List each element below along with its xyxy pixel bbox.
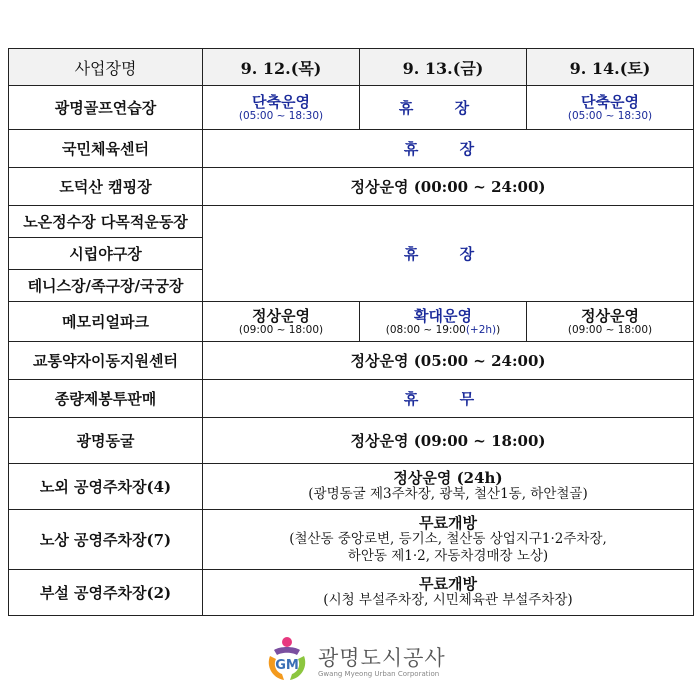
venue-transport: 교통약자이동지원센터: [9, 342, 203, 380]
row-memorial: [9, 302, 694, 342]
header-day2: 9. 13.(금): [360, 49, 527, 86]
street-note-line1: (철산동 중앙로변, 등기소, 철산동 상업지구1·2주차장,: [289, 530, 607, 547]
venue-memorial: 메모리얼파크: [9, 302, 203, 342]
outdoor-cell: [203, 464, 694, 510]
camp-status: 정상운영 (00:00 ~ 24:00): [203, 168, 694, 206]
logo-mark-text: GM: [275, 658, 299, 673]
memorial-day1-status: 정상운영: [252, 306, 310, 325]
venue-golf: 광명골프연습장: [9, 86, 203, 130]
venue-attached-parking: 부설 공영주차장(2): [9, 570, 203, 616]
golf-day3-status: 단축운영: [581, 92, 639, 111]
venue-cave: 광명동굴: [9, 418, 203, 464]
multi-status: 휴 장: [203, 206, 694, 302]
header-day3: 9. 14.(토): [527, 49, 694, 86]
cave-status: 정상운영 (09:00 ~ 18:00): [203, 418, 694, 464]
street-note-line2: 하안동 제1·2, 자동차경매장 노상): [347, 547, 549, 564]
venue-tennis: 테니스장/족구장/국궁장: [9, 270, 203, 302]
row-street-parking: [9, 510, 694, 570]
memorial-day1-time: (09:00 ~ 18:00): [238, 323, 324, 336]
waste-status: 휴 무: [203, 380, 694, 418]
attached-cell: [203, 570, 694, 616]
memorial-day3-time: (09:00 ~ 18:00): [567, 323, 653, 336]
memorial-day2-extra: (+2h): [465, 323, 497, 336]
memorial-day2-time-start: (08:00 ~ 19:00: [385, 323, 466, 336]
venue-waste-bags: 종량제봉투판매: [9, 380, 203, 418]
corporation-logo: [262, 634, 452, 690]
venue-camp: 도덕산 캠핑장: [9, 168, 203, 206]
row-transport: [9, 342, 694, 380]
gm-logo-icon: [262, 634, 312, 684]
attached-status: 무료개방: [419, 575, 477, 593]
venue-outdoor-parking: 노외 공영주차장(4): [9, 464, 203, 510]
memorial-day2-time-end: ): [496, 323, 501, 336]
row-attached-parking: [9, 570, 694, 616]
logo-subtitle: Gwang Myeong Urban Corporation: [318, 670, 440, 678]
gym-status: 휴 장: [203, 130, 694, 168]
memorial-day2: [360, 302, 527, 342]
row-outdoor-parking: [9, 464, 694, 510]
outdoor-note: (광명동굴 제3주차장, 광북, 철산1동, 하안철골): [308, 486, 588, 502]
venue-water-plant-field: 노온정수장 다목적운동장: [9, 206, 203, 238]
memorial-day3-status: 정상운영: [581, 306, 639, 325]
venue-street-parking: 노상 공영주차장(7): [9, 510, 203, 570]
golf-day2-status: 휴 장: [360, 86, 527, 130]
logo-name: 광명도시공사: [318, 646, 446, 670]
memorial-day2-time: [360, 324, 526, 336]
venue-baseball: 시립야구장: [9, 238, 203, 270]
header-day1: 9. 12.(목): [203, 49, 360, 86]
header-venue: 사업장명: [9, 49, 203, 86]
street-cell: [203, 510, 694, 570]
row-camp: [9, 168, 694, 206]
row-golf: [9, 86, 694, 130]
golf-day3: [527, 86, 694, 130]
schedule-table: [8, 48, 694, 616]
golf-day1-time: (05:00 ~ 18:30): [238, 109, 324, 122]
row-waste: [9, 380, 694, 418]
golf-day1-status: 단축운영: [252, 92, 310, 111]
street-status: 무료개방: [419, 513, 477, 532]
memorial-day3: [527, 302, 694, 342]
attached-note: (시청 부설주차장, 시민체육관 부설주차장): [323, 592, 573, 608]
header-row: [9, 49, 694, 86]
memorial-day1: [203, 302, 360, 342]
golf-day3-time: (05:00 ~ 18:30): [567, 109, 653, 122]
row-multi-1: [9, 206, 694, 238]
row-gym: [9, 130, 694, 168]
venue-gym: 국민체육센터: [9, 130, 203, 168]
golf-day1: [203, 86, 360, 130]
memorial-day2-status: 확대운영: [414, 306, 472, 325]
row-cave: [9, 418, 694, 464]
outdoor-status: 정상운영 (24h): [393, 469, 503, 487]
transport-status: 정상운영 (05:00 ~ 24:00): [203, 342, 694, 380]
